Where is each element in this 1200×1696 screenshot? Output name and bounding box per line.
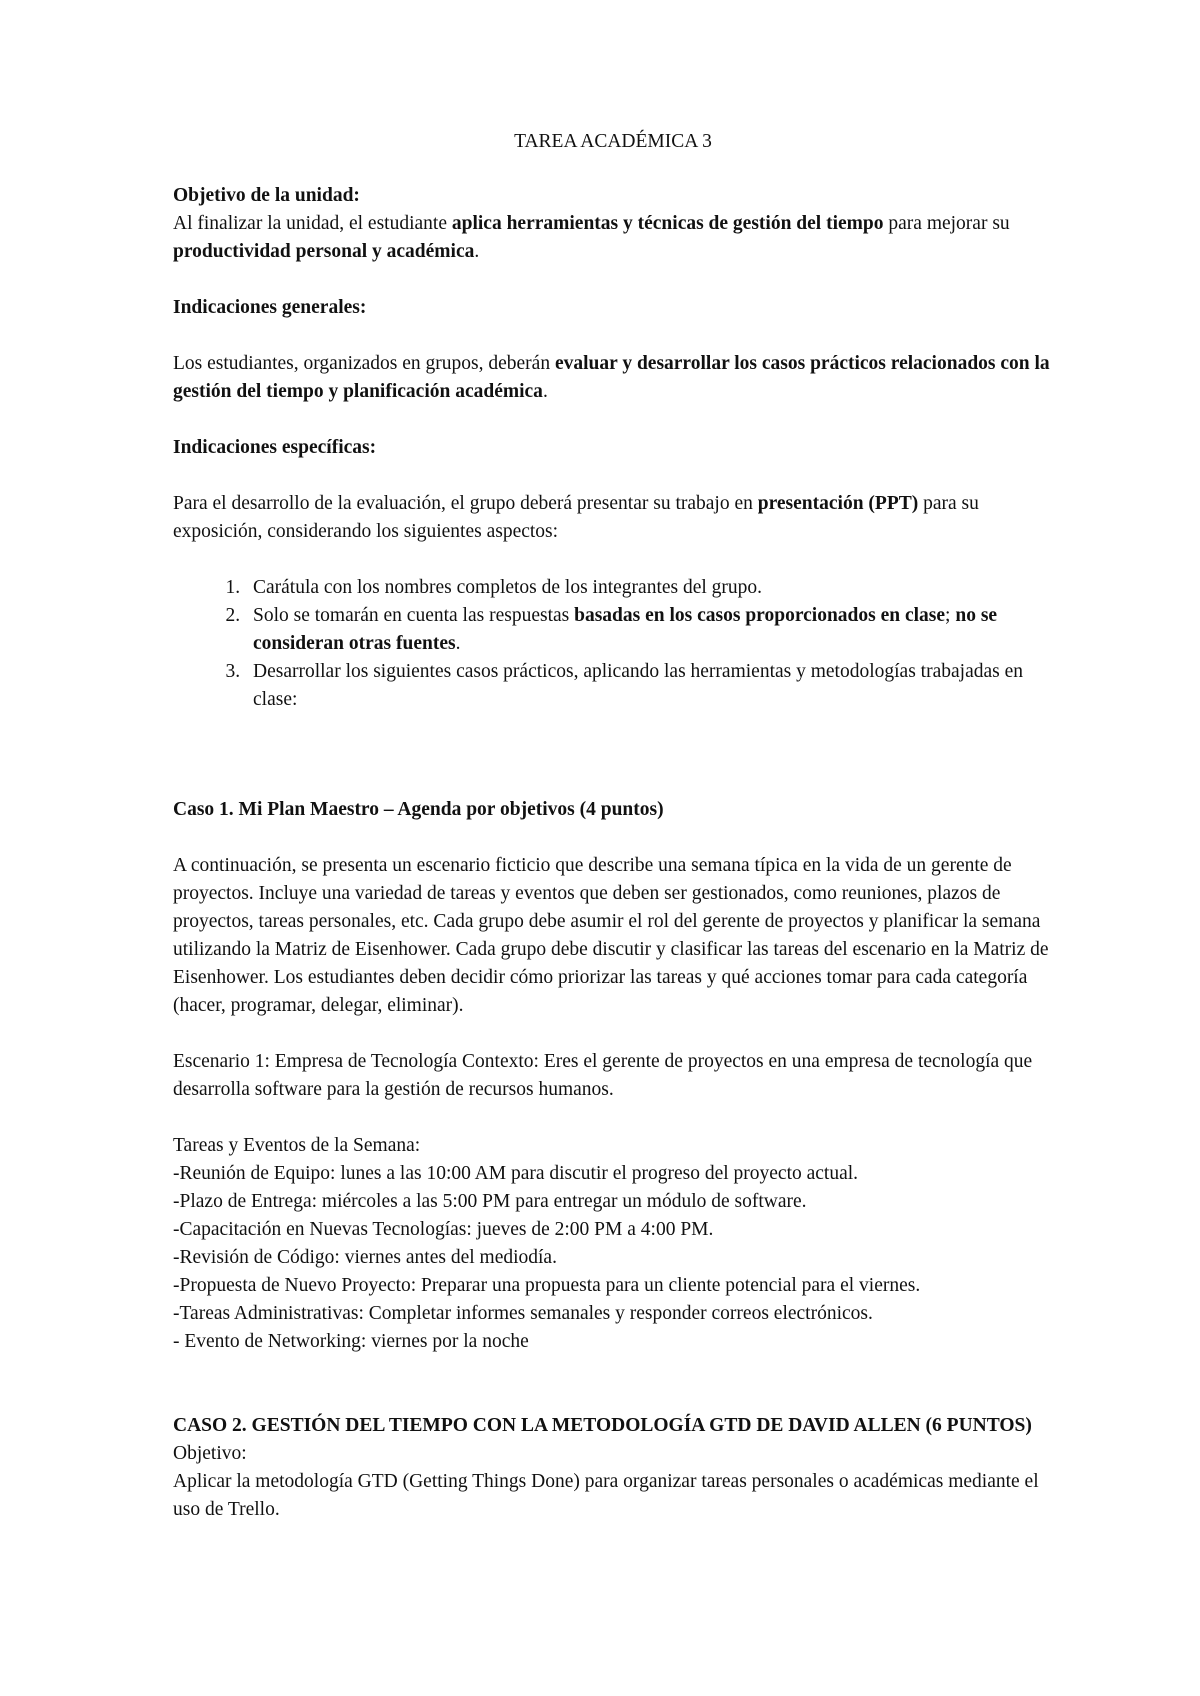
indicaciones-generales-paragraph: Los estudiantes, organizados en grupos, deberán evaluar y desarrollar los casos prácticos relacionados con la gestión del tiempo y planificación académica. (173, 353, 1050, 402)
indicaciones-especificas-heading: Indicaciones específicas: (173, 437, 377, 458)
caso1-heading: Caso 1. Mi Plan Maestro – Agenda por objetivos (4 puntos) (173, 799, 664, 820)
document-title: TAREA ACADÉMICA 3 (514, 131, 712, 152)
tarea-item: -Propuesta de Nuevo Proyecto: Preparar una propuesta para un cliente potencial para el viernes. (173, 1275, 921, 1296)
tarea-item: -Tareas Administrativas: Completar informes semanales y responder correos electrónicos. (173, 1303, 873, 1324)
caso1-escenario: Escenario 1: Empresa de Tecnología Contexto: Eres el gerente de proyectos en una empresa de tecnología que desarrolla software para la gestión de recursos humanos. (173, 1051, 1033, 1100)
caso1-paragraph: A continuación, se presenta un escenario ficticio que describe una semana típica en la vida de un gerente de proyectos. Incluye una variedad de tareas y eventos que deben ser gestionados, como reuniones, plazos de proyectos, tareas personales, etc. Cada grupo debe asumir el rol del gerente de proyectos y planificar la semana utilizando la Matriz de Eisenhower. Cada grupo debe discutir y clasificar las tareas del escenario en la Matriz de Eisenhower. Los estudiantes deben decidir cómo priorizar las tareas y qué acciones tomar para cada categoría (hacer, programar, delegar, eliminar). (173, 855, 1049, 1016)
objetivo-paragraph: Al finalizar la unidad, el estudiante aplica herramientas y técnicas de gestión del tiempo para mejorar su productividad personal y académica. (173, 213, 1010, 262)
aspectos-list (173, 574, 1053, 714)
indicaciones-especificas-paragraph: Para el desarrollo de la evaluación, el grupo deberá presentar su trabajo en presentación (PPT) para su exposición, considerando los siguientes aspectos: (173, 493, 979, 542)
tarea-item: -Reunión de Equipo: lunes a las 10:00 AM para discutir el progreso del proyecto actual. (173, 1163, 859, 1184)
list-item: 2. Solo se tomarán en cuenta las respuestas basadas en los casos proporcionados en clase; no se consideran otras fuentes. (245, 602, 1053, 658)
tarea-item: -Plazo de Entrega: miércoles a las 5:00 PM para entregar un módulo de software. (173, 1191, 807, 1212)
list-item: 3. Desarrollar los siguientes casos prácticos, aplicando las herramientas y metodologías trabajadas en clase: (245, 658, 1053, 714)
caso2-objetivo-text: Aplicar la metodología GTD (Getting Things Done) para organizar tareas personales o académicas mediante el uso de Trello. (173, 1471, 1039, 1520)
caso2-objetivo-label: Objetivo: (173, 1443, 247, 1464)
objetivo-heading: Objetivo de la unidad: (173, 185, 360, 206)
tarea-item: - Evento de Networking: viernes por la noche (173, 1331, 529, 1352)
indicaciones-generales-heading: Indicaciones generales: (173, 297, 367, 318)
document-page (173, 128, 1053, 1524)
tarea-item: -Revisión de Código: viernes antes del mediodía. (173, 1247, 557, 1268)
tarea-item: -Capacitación en Nuevas Tecnologías: jueves de 2:00 PM a 4:00 PM. (173, 1219, 714, 1240)
tareas-heading: Tareas y Eventos de la Semana: (173, 1135, 421, 1156)
list-item: 1. Carátula con los nombres completos de los integrantes del grupo. (245, 574, 1053, 602)
caso2-heading: CASO 2. GESTIÓN DEL TIEMPO CON LA METODOLOGÍA GTD DE DAVID ALLEN (6 PUNTOS) (173, 1415, 1032, 1436)
